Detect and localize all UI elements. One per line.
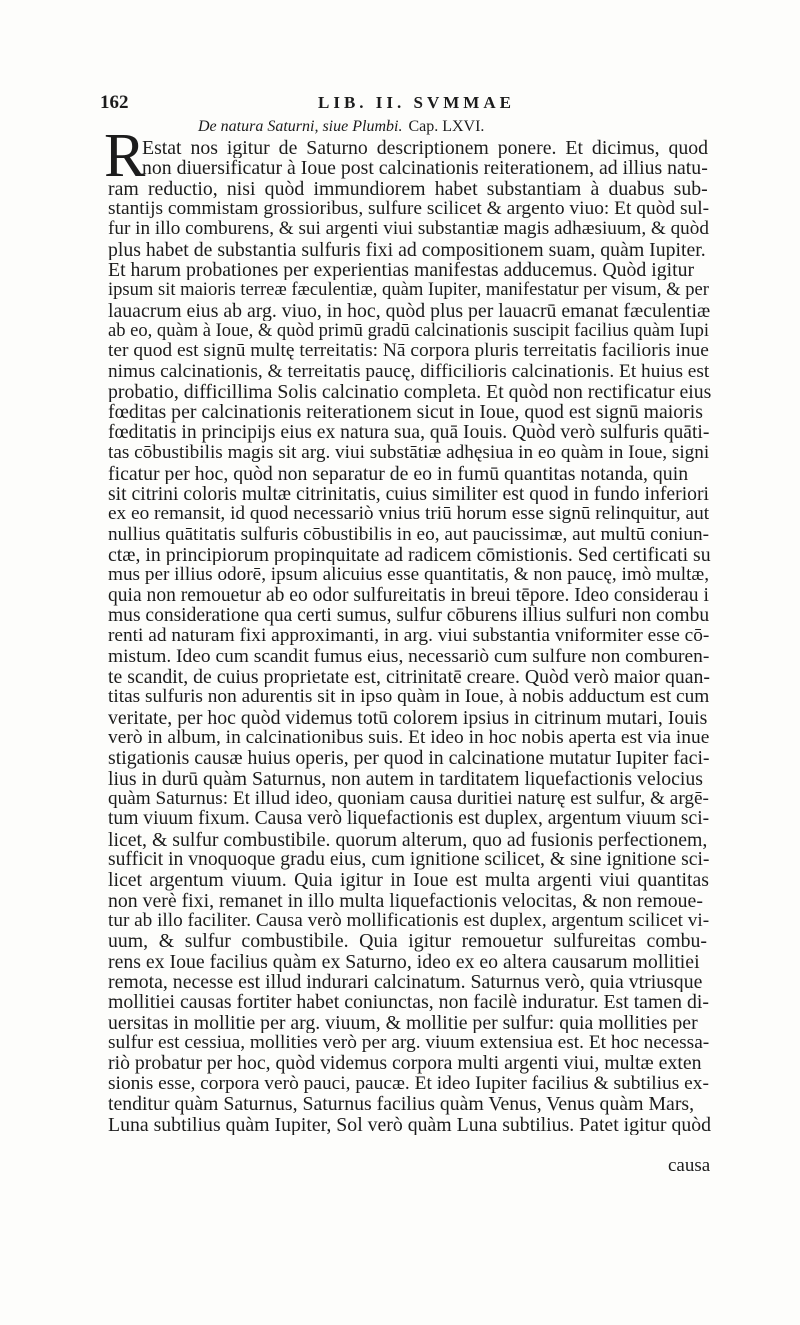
text-line: mistum. Ideo cum scandit fumus eius, necessariò cum sulfure non comburen-	[108, 646, 710, 667]
text-line: ficatur per hoc, quòd non separatur de eo in fumū quantitas notanda, quin	[108, 463, 689, 484]
running-title: LIB. II. SVMMAE	[318, 93, 515, 112]
text-line: mus per illius odorē, ipsum alicuius esse quantitatis, & non paucę, imò multæ,	[108, 565, 710, 586]
text-line: ipsum sit maioris terreæ fæculentiæ, quàm Iupiter, manifestatur per visum, & per	[108, 280, 709, 301]
text-line: riò probatur per hoc, quòd videmus corpora multi argenti viui, multæ exten	[108, 1053, 702, 1074]
text-line: mus consideratione qua certi sumus, sulfur cōburens illius sulfuri non combu	[108, 605, 710, 626]
text-line: stantijs commistam grossioribus, sulfure scilicet & argento viuo: Et quòd sul-	[108, 199, 710, 220]
text-line: tum viuum fixum. Causa verò liquefactionis est duplex, argentum viuum sci-	[108, 809, 710, 830]
text-line: fœditatis in principijs eius ex natura sua, quā Iouis. Quòd verò sulfuris quāti-	[108, 422, 710, 443]
text-line: ex eo remansit, id quod necessariò vnius triū horum esse signū relinquitur, aut	[108, 504, 710, 525]
text-line: stigationis causæ huius operis, per quod in calcinatione mutatur Iupiter faci-	[108, 748, 710, 769]
text-line: tur ab illo faciliter. Causa verò mollificationis est duplex, argentum scilicet vi-	[108, 911, 710, 932]
chapter-number: Cap. LXVI.	[408, 118, 485, 135]
text-line: uum, & sulfur combustibile. Quia igitur remouetur sulfureitas combu-	[108, 931, 707, 952]
text-line: mollitiei causas fortiter habet coniunctas, non facilè induratur. Est tamen di-	[108, 992, 709, 1013]
text-line: probatio, difficillima Solis calcinatio completa. Et quòd non rectificatur eius	[108, 382, 712, 403]
text-line: ab eo, quàm à Ioue, & quòd primū gradū calcinationis suscipit facilius quàm Iupi	[108, 321, 710, 342]
text-line: quia non remouetur ab eo odor sulfureitatis in breui tēpore. Ideo considerau i	[108, 585, 709, 606]
text-line: te scandit, de cuius proprietate est, citrinitatē creare. Quòd verò maior quan-	[108, 666, 710, 688]
text-line: Estat nos igitur de Saturno descriptionem ponere. Et dicimus, quod	[142, 138, 709, 159]
text-line: ram reductio, nisi quòd immundiorem habet substantiam à duabus sub-	[108, 178, 708, 200]
page-header	[100, 92, 720, 116]
text-line: remota, necesse est illud indurari calcinatum. Saturnus verò, quia vtriusque	[108, 972, 703, 993]
chapter-title: De natura Saturni, siue Plumbi.	[198, 118, 403, 135]
text-line: lauacrum eius ab arg. viuo, in hoc, quòd plus per lauacrū emanat fæculentiæ	[108, 300, 711, 322]
text-line: lius in durū quàm Saturnus, non autem in tarditatem liquefactionis velocius	[108, 768, 703, 789]
text-line: ter quod est signū multę terreitatis: Nā corpora pluris terreitatis facilioris inue	[108, 341, 709, 362]
text-line: plus habet de substantia sulfuris fixi ad compositionem suam, quàm Iupiter.	[108, 239, 706, 261]
text-line: sulfur est cessiua, mollities verò per arg. viuum extensiua est. Et hoc necessa-	[108, 1033, 710, 1054]
text-line: renti ad naturam fixi approximanti, in arg. viui substantia vniformiter esse cō-	[108, 626, 710, 647]
text-line: sit citrini coloris multæ citrinitatis, cuius similiter est quod in fundo inferiori	[108, 483, 710, 505]
text-line: licet, & sulfur combustibile. quorum alterum, quo ad fusionis perfectionem,	[108, 829, 708, 851]
text-line: tas cōbustibilis magis sit arg. viui substātiæ adhęsiua in eo quàm in Ioue, signi	[108, 443, 710, 464]
text-line: sufficit in vnoquoque gradu eius, cum ignitione scilicet, & sine ignitione sci-	[108, 850, 710, 871]
text-line: rens ex Ioue facilius quàm ex Saturno, ideo ex eo altera causarum mollitiei	[108, 951, 700, 973]
text-line: ctæ, in principiorum propinquitate ad radicem cōmistionis. Sed certificati su	[108, 544, 711, 566]
drop-capital: R	[104, 122, 146, 190]
text-line: non verè fixi, remanet in illo multa liquefactionis velocitas, & non remoue-	[108, 890, 703, 912]
text-line: non diuersificatur à Ioue post calcinationis reiterationem, ad illius natu-	[142, 158, 708, 179]
text-line: veritate, per hoc quòd videmus totū colorem ipsius in citrinum mutari, Iouis	[108, 707, 708, 728]
text-line: licet argentum viuum. Quia igitur in Ioue est multa argenti viui quantitas	[108, 870, 709, 891]
text-line: tenditur quàm Saturnus, Saturnus facilius quàm Venus, Venus quàm Mars,	[108, 1094, 695, 1115]
text-line: titas sulfuris non adurentis sit in ipso quàm in Ioue, à nobis adductum est cum	[108, 687, 710, 708]
text-line: quàm Saturnus: Et illud ideo, quoniam causa duritiei naturę est sulfur, & argē-	[108, 789, 709, 809]
text-line: Et harum probationes per experientias manifestas adducemus. Quòd igitur	[108, 260, 695, 281]
text-line: Luna subtilius quàm Iupiter, Sol verò quàm Luna subtilius. Patet igitur quòd	[108, 1114, 712, 1135]
text-line: nimus calcinationis, & terreitatis paucę, difficilioris calcinationis. Et huius est	[108, 361, 710, 382]
text-line: sionis esse, corpora verò pauci, paucæ. Et ideo Iupiter facilius & subtilius ex-	[108, 1073, 709, 1094]
text-line: fœditas per calcinationis reiterationem sicut in Ioue, quod est signū maioris	[108, 402, 703, 423]
text-line: fur in illo comburens, & sui argenti viui substantiæ magis adhæsiuum, & quòd	[108, 219, 709, 240]
folio-number: 162	[100, 92, 129, 113]
catchword: causa	[668, 1155, 711, 1176]
chapter-heading	[198, 118, 484, 136]
text-line: nullius quātitatis sulfuris cōbustibilis in eo, aut paucissimæ, aut multū coniun-	[108, 524, 709, 545]
text-line: verò in album, in calcinationibus suis. Et ideo in hoc nobis aperta est via inue	[108, 727, 710, 748]
text-line: uersitas in mollitie per arg. viuum, & mollitie per sulfur: quia mollities per	[108, 1012, 698, 1034]
